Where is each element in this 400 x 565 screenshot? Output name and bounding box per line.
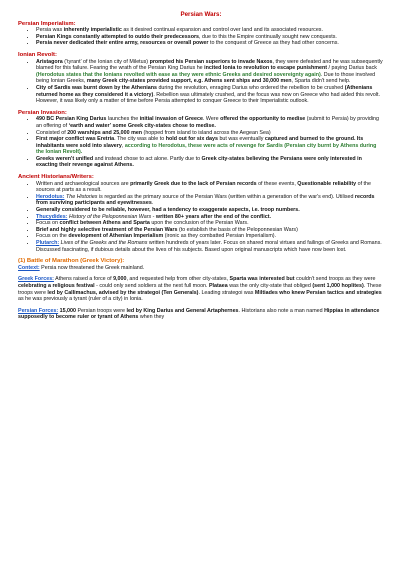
list-item: • Greeks weren't unified and instead chose to act alone. Partly due to Greek city-states believing the Persians were only interested in exacting their revenge against Athens. (36, 156, 384, 169)
page-title: Persian Wars: (180, 11, 222, 18)
list-item: • Persia never dedicated their entire army, resources or overall power to the conquest of Greece as they had other concerns. (36, 40, 384, 47)
herodotus-link[interactable]: Herodotus: (36, 193, 65, 200)
list-item: • Herodotus: The Histories is regarded as the primary source of the Persian Wars (written within a generation of the war's end). Utilised records from surviving participants and eyewitnesses. (36, 194, 384, 207)
bullet-list (18, 181, 384, 254)
list-item: • Brief and highly selective treatment of the Persian Wars (to establish the basis of the Peloponnesian Wars) (36, 227, 384, 234)
section-heading: Persian Invasion: (18, 109, 67, 116)
section-heading: (1) Battle of Marathon (Greek Victory): (18, 258, 125, 265)
section-heading: Persian Imperialism: (18, 20, 76, 27)
list-item: • Persia was inherently imperialistic as it desired continual expansion and control over land and its associated resources. (36, 27, 384, 34)
list-item: • Focus on the development of Athenian Imperialism (ironic as they combatted Persian Imperialism). (36, 233, 384, 240)
bullet-list (18, 27, 384, 47)
persian-forces-paragraph: Persian Forces: 15,000 Persian troops were led by King Darius and General Artaphernes. Historians also note a man named Hippias in attendance supposedly to become ruler or tyrant of Athens when they (18, 307, 380, 321)
context-paragraph: Context: Persia now threatened the Greek mainland. (18, 264, 145, 271)
plutarch-link[interactable]: Plutarch: (36, 240, 60, 246)
list-item: • Aristagora (‘tyrant’ of the Ionian city of Miletus) prompted his Persian superiors to invade Naxos, they were defeated and he was subsequently blamed for this failure. Fearing the wrath of the Persian King Darius he incited Ionia to revolution to escape punishment / paying Darius back (Herodotus states that the Ionians revolted with ease as they were ethnic Greeks and desired sovereignty again). Due to those involved being Ionian Greeks, many Greek city-states provided support, e.g. Athens sent ships and 30,000 men, Sparta didn't send help. (36, 59, 384, 85)
section-heading: Ionian Revolt: (18, 51, 57, 58)
section-battle-of-marathon (18, 258, 384, 321)
section-persian-imperialism (18, 21, 384, 47)
list-item: • Consisted of 200 warships and 25,000 men (hopped from island to island across the Aegean Sea) (36, 130, 384, 137)
section-persian-invasion (18, 110, 384, 169)
persian-forces-label: Persian Forces: (18, 307, 59, 314)
list-item: • Plutarch: Lives of the Greeks and the Romans written hundreds of years later. Focus on shared moral virtues and failings of Greeks and Romans. Discussed fascinating, if dubious details about the lives of his subjects. Based upon original manuscripts which have now been lost. (36, 240, 384, 253)
list-item: • Written and archaeological sources are primarily Greek due to the lack of Persian records of these events, Questionable reliability of the sources at parts as a result. (36, 181, 384, 194)
bullet-list (18, 116, 384, 169)
list-item: • 490 BC Persian King Darius launches the initial invasion of Greece. Were offered the opportunity to medise (submit to Persia) by providing an offering of ‘earth and water’ some Greek city-states chose to medise. (36, 116, 384, 129)
thucydides-link[interactable]: Thucydides: (36, 213, 68, 220)
list-item: • Focus on conflict between Athens and Sparta upon the conclusion of the Persian Wars. (36, 220, 384, 227)
list-item: • City of Sardis was burnt down by the Athenians during the revolution, enraging Darius who ordered the rebellion to be crushed (Athenians returned home as they considered it a victory). Rebellion was ultimately crushed, and the focus was now on Greece who had aided this revolt. However, it was likely only a matter of time before Persia attempted to conquer Greece to their Imperialistic outlook. (36, 85, 384, 105)
list-item: • Generally considered to be reliable, however, had a tendency to exaggerate aspects, i.e. troop numbers. (36, 207, 384, 214)
section-ionian-revolt (18, 52, 384, 105)
section-ancient-historians (18, 174, 384, 253)
greek-forces-paragraph: Greek Forces: Athens raised a force of 9,000, and requested help from other city-states, Sparta was interested but couldn't send troops as they were celebrating a religious festival - could only send soldiers at the next full moon. Plataea was the only city-state that obliged (sent 1,000 hoplites). These troops were led by Callimachus, advised by the strategoi (Ten Generals). Leading strategoi was Miltiades who knew Persian tactics and strategies as he was previously a tyrant (ruler of a city) in Ionia. (18, 276, 382, 303)
list-item: • Persian Kings constantly attempted to outdo their predecessors, due to this the Empire continually sought new conquests. (36, 34, 384, 41)
section-heading: Ancient Historians/Writers: (18, 174, 94, 181)
bullet-list (18, 59, 384, 105)
context-label: Context: (18, 264, 40, 271)
list-item: • Thucydides: History of the Peloponnesian Wars - written 80+ years after the end of the conflict. (36, 214, 384, 221)
list-item: • First major conflict was Eretria. The city was able to hold out for six days but was eventually captured and burned to the ground. Its inhabitants were sold into slavery, according to Herodotus, these were acts of revenge for Sardis (Persian city burnt by Athens during the Ionian Revolt). (36, 136, 384, 156)
greek-forces-label: Greek Forces: (18, 276, 54, 283)
